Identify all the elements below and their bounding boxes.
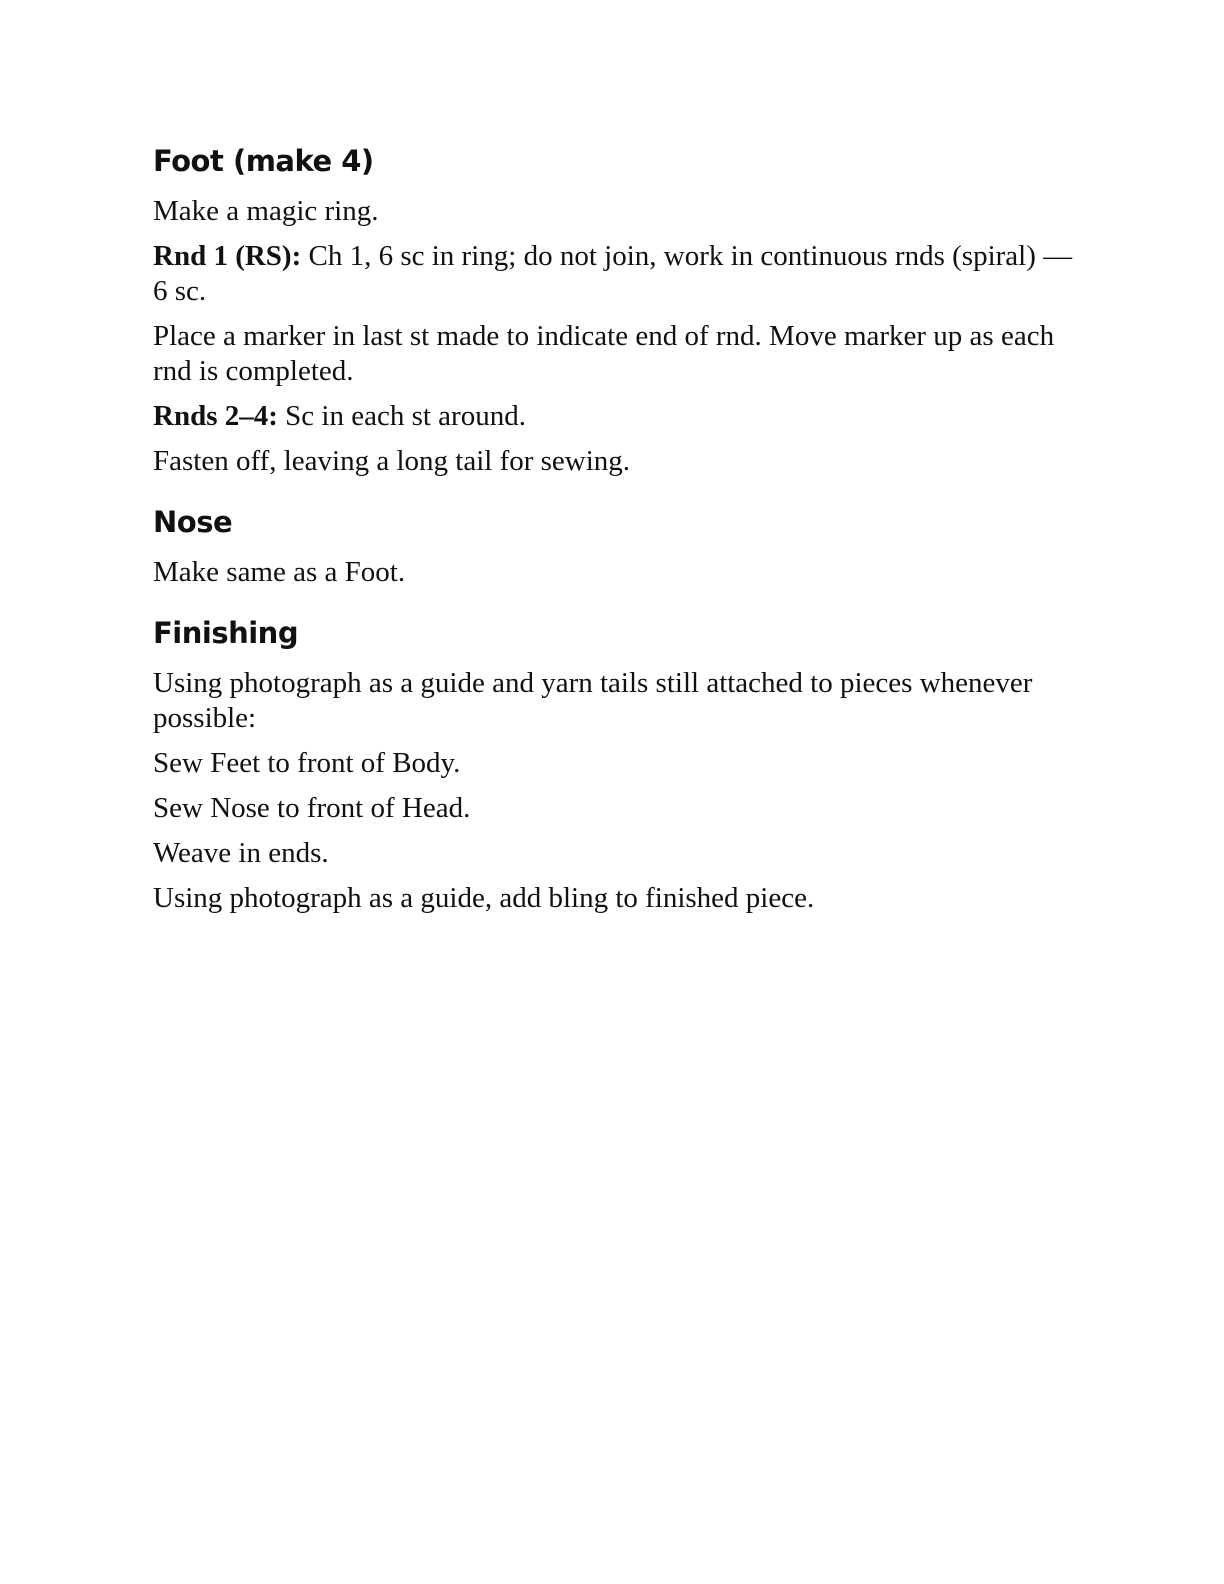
instruction-paragraph: Using photograph as a guide and yarn tails still attached to pieces whenever possible: <box>153 667 1033 734</box>
instruction-paragraph: Rnds 2–4: Sc in each st around. <box>153 400 526 432</box>
section-nose <box>153 501 1073 590</box>
instruction-paragraph: Fasten off, leaving a long tail for sewing. <box>153 445 631 477</box>
round-label: Rnds 2–4: <box>153 400 278 432</box>
document-page <box>153 140 1073 926</box>
round-label: Rnd 1 (RS): <box>153 240 302 272</box>
section-heading: Nose <box>153 505 233 539</box>
instruction-paragraph: Using photograph as a guide, add bling to finished piece. <box>153 882 815 914</box>
instruction-paragraph: Make a magic ring. <box>153 195 379 227</box>
instruction-paragraph: Sew Nose to front of Head. <box>153 792 471 824</box>
section-foot <box>153 140 1073 479</box>
instruction-paragraph: Rnd 1 (RS): Ch 1, 6 sc in ring; do not join, work in continuous rnds (spiral) —6 sc. <box>153 240 1073 307</box>
instruction-paragraph: Weave in ends. <box>153 837 329 869</box>
instruction-paragraph: Make same as a Foot. <box>153 556 406 588</box>
instruction-paragraph: Sew Feet to front of Body. <box>153 747 461 779</box>
instruction-paragraph: Place a marker in last st made to indicate end of rnd. Move marker up as each rnd is completed. <box>153 320 1055 387</box>
section-heading: Finishing <box>153 616 299 650</box>
section-finishing <box>153 612 1073 916</box>
section-heading: Foot (make 4) <box>153 144 374 178</box>
